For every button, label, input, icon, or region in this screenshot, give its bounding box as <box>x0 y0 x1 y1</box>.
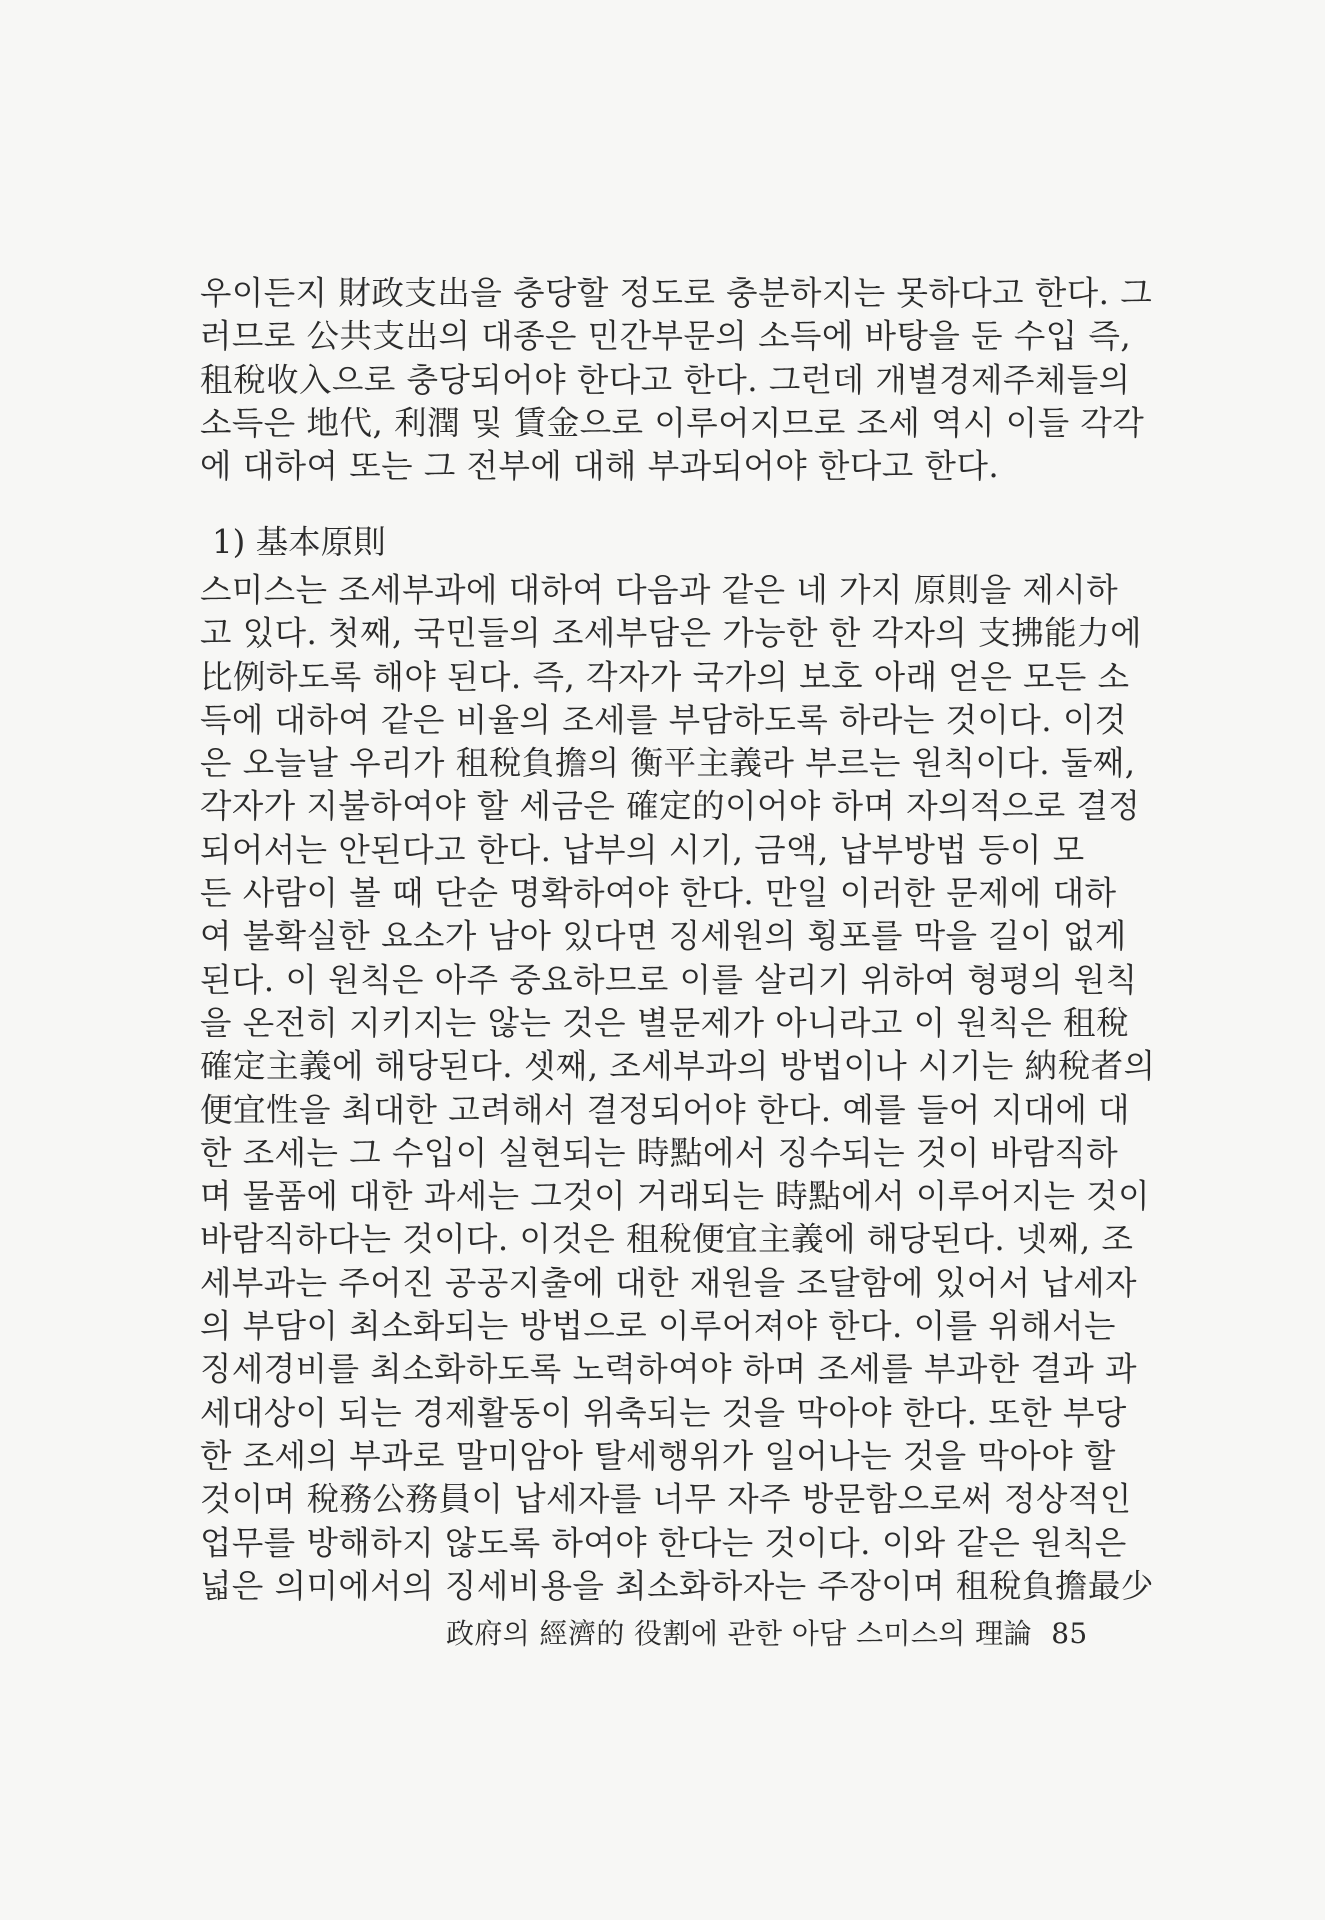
text-line: 세부과는 주어진 공공지출에 대한 재원을 조달함에 있어서 납세자 <box>200 1263 1137 1302</box>
text-line: 세대상이 되는 경제활동이 위축되는 것을 막아야 한다. 또한 부당 <box>200 1393 1127 1432</box>
text-line: 은 오늘날 우리가 租稅負擔의 衡平主義라 부르는 원칙이다. 둘째, <box>200 744 1136 783</box>
running-footer <box>446 1614 1088 1654</box>
paragraph-1 <box>200 272 1153 488</box>
paragraph-2 <box>200 569 1156 1608</box>
text-line: 한 조세의 부과로 말미암아 탈세행위가 일어나는 것을 막아야 할 <box>200 1436 1116 1475</box>
text-line: 의 부담이 최소화되는 방법으로 이루어져야 한다. 이를 위해서는 <box>200 1307 1116 1346</box>
running-title: 政府의 經濟的 役割에 관한 아담 스미스의 理論 <box>446 1617 1032 1650</box>
text-line: 든 사람이 볼 때 단순 명확하여야 한다. 만일 이러한 문제에 대하 <box>200 874 1117 913</box>
text-line: 며 물품에 대한 과세는 그것이 거래되는 時點에서 이루어지는 것이 <box>200 1177 1151 1216</box>
text-line: 스미스는 조세부과에 대하여 다음과 같은 네 가지 原則을 제시하 <box>200 571 1119 609</box>
text-line: 便宜性을 최대한 고려해서 결정되어야 한다. 예를 들어 지대에 대 <box>200 1090 1131 1129</box>
text-line: 한 조세는 그 수입이 실현되는 時點에서 징수되는 것이 바람직하 <box>200 1133 1119 1172</box>
text-line: 에 대하여 또는 그 전부에 대해 부과되어야 한다고 한다. <box>200 447 1000 486</box>
text-line: 되어서는 안된다고 한다. 납부의 시기, 금액, 납부방법 등이 모 <box>200 830 1085 869</box>
text-line: 징세경비를 최소화하도록 노력하여야 하며 조세를 부과한 결과 과 <box>200 1350 1137 1389</box>
text-line: 넓은 의미에서의 징세비용을 최소화하자는 주장이며 租稅負擔最少 <box>200 1566 1154 1605</box>
section-heading: 1) 基本原則 <box>212 523 386 561</box>
text-line: 업무를 방해하지 않도록 하여야 한다는 것이다. 이와 같은 원칙은 <box>200 1523 1127 1562</box>
text-line: 確定主義에 해당된다. 셋째, 조세부과의 방법이나 시기는 納稅者의 <box>200 1047 1156 1086</box>
text-line: 소득은 地代, 利潤 및 賃金으로 이루어지므로 조세 역시 이들 각각 <box>200 403 1145 442</box>
text-line: 을 온전히 지키지는 않는 것은 별문제가 아니라고 이 원칙은 租稅 <box>200 1003 1129 1042</box>
text-line: 러므로 公共支出의 대종은 민간부문의 소득에 바탕을 둔 수입 즉, <box>200 317 1132 356</box>
text-line: 여 불확실한 요소가 남아 있다면 징세원의 횡포를 막을 길이 없게 <box>200 917 1127 956</box>
text-line: 된다. 이 원칙은 아주 중요하므로 이를 살리기 위하여 형평의 원칙 <box>200 960 1138 999</box>
page-number: 85 <box>1051 1617 1088 1650</box>
text-line: 우이든지 財政支出을 충당할 정도로 충분하지는 못하다고 한다. 그 <box>200 274 1153 312</box>
text-line: 득에 대하여 같은 비율의 조세를 부담하도록 하라는 것이다. 이것 <box>200 700 1127 739</box>
text-line: 것이며 稅務公務員이 납세자를 너무 자주 방문함으로써 정상적인 <box>200 1480 1132 1519</box>
text-line: 바람직하다는 것이다. 이것은 租稅便宜主義에 해당된다. 넷째, 조 <box>200 1220 1134 1259</box>
text-line: 고 있다. 첫째, 국민들의 조세부담은 가능한 한 각자의 支拂能力에 <box>200 614 1142 653</box>
text-line: 比例하도록 해야 된다. 즉, 각자가 국가의 보호 아래 얻은 모든 소 <box>200 657 1130 696</box>
text-line: 租稅收入으로 충당되어야 한다고 한다. 그런데 개별경제주체들의 <box>200 360 1131 399</box>
text-line: 각자가 지불하여야 할 세금은 確定的이어야 하며 자의적으로 결정 <box>200 787 1141 826</box>
